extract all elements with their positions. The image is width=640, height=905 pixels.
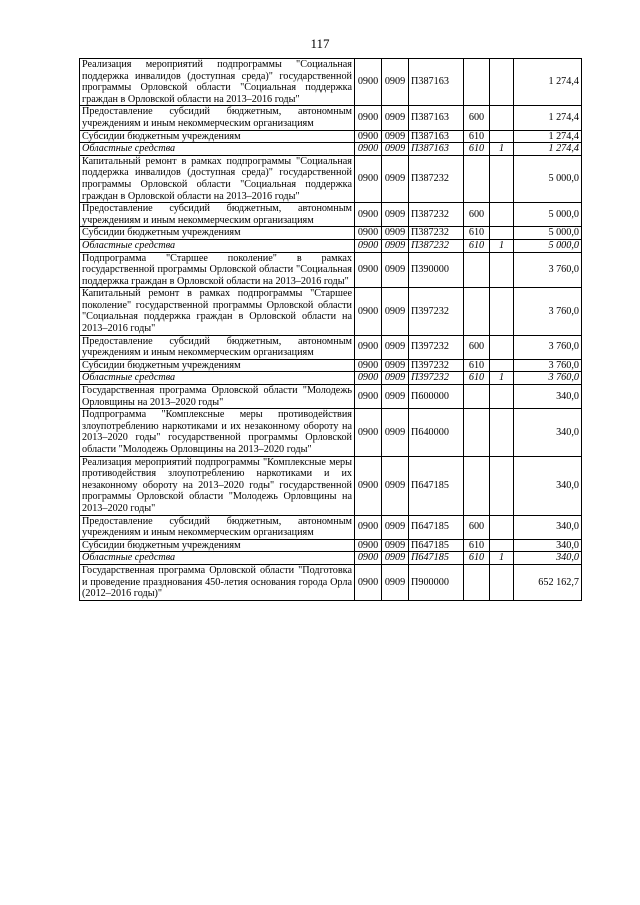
amount: 340,0 bbox=[514, 409, 582, 456]
row-name: Реализация мероприятий подпрограммы "Комплексные меры противодействия злоупотреблению наркотиками и их незаконному обороту на 2013–2020 годы" государственной программы Орловской области "Молодежь Орловщины на 2013–2020 годы" bbox=[80, 456, 355, 515]
table-row bbox=[80, 372, 582, 385]
table-row bbox=[80, 130, 582, 143]
expense-type-code: 610 bbox=[464, 143, 490, 156]
table-row bbox=[80, 239, 582, 252]
funding-source-code bbox=[490, 203, 514, 227]
expense-type-code bbox=[464, 456, 490, 515]
target-article-code: П397232 bbox=[409, 335, 464, 359]
table-row bbox=[80, 106, 582, 130]
funding-source-code bbox=[490, 227, 514, 240]
row-name: Предоставление субсидий бюджетным, автономным учреждениям и иным некоммерческим организациям bbox=[80, 515, 355, 539]
subsection-code: 0909 bbox=[382, 409, 409, 456]
section-code: 0900 bbox=[355, 203, 382, 227]
section-code: 0900 bbox=[355, 59, 382, 106]
table-row bbox=[80, 552, 582, 565]
subsection-code: 0909 bbox=[382, 515, 409, 539]
target-article-code: П397232 bbox=[409, 359, 464, 372]
section-code: 0900 bbox=[355, 409, 382, 456]
expense-type-code: 610 bbox=[464, 539, 490, 552]
subsection-code: 0909 bbox=[382, 130, 409, 143]
amount: 3 760,0 bbox=[514, 288, 582, 335]
funding-source-code: 1 bbox=[490, 239, 514, 252]
row-name: Субсидии бюджетным учреждениям bbox=[80, 539, 355, 552]
row-name: Субсидии бюджетным учреждениям bbox=[80, 359, 355, 372]
amount: 5 000,0 bbox=[514, 203, 582, 227]
row-name: Реализация мероприятий подпрограммы "Социальная поддержка инвалидов (доступная среда)" государственной программы Орловской области "Социальная поддержка граждан в Орловской области на 2013–2016 годы" bbox=[80, 59, 355, 106]
expense-type-code: 600 bbox=[464, 106, 490, 130]
section-code: 0900 bbox=[355, 456, 382, 515]
target-article-code: П647185 bbox=[409, 456, 464, 515]
table-row bbox=[80, 564, 582, 600]
row-name: Субсидии бюджетным учреждениям bbox=[80, 130, 355, 143]
row-name: Капитальный ремонт в рамках подпрограммы "Старшее поколение" государственной программы Орловской области "Социальная поддержка граждан в Орловской области на 2013–2016 годы" bbox=[80, 288, 355, 335]
section-code: 0900 bbox=[355, 227, 382, 240]
funding-source-code bbox=[490, 130, 514, 143]
table-row bbox=[80, 335, 582, 359]
target-article-code: П387232 bbox=[409, 155, 464, 202]
subsection-code: 0909 bbox=[382, 456, 409, 515]
subsection-code: 0909 bbox=[382, 359, 409, 372]
target-article-code: П647185 bbox=[409, 515, 464, 539]
amount: 1 274,4 bbox=[514, 59, 582, 106]
amount: 1 274,4 bbox=[514, 130, 582, 143]
funding-source-code bbox=[490, 288, 514, 335]
subsection-code: 0909 bbox=[382, 203, 409, 227]
amount: 5 000,0 bbox=[514, 239, 582, 252]
subsection-code: 0909 bbox=[382, 288, 409, 335]
section-code: 0900 bbox=[355, 288, 382, 335]
subsection-code: 0909 bbox=[382, 155, 409, 202]
expense-type-code: 600 bbox=[464, 203, 490, 227]
table-row bbox=[80, 359, 582, 372]
target-article-code: П600000 bbox=[409, 385, 464, 409]
expense-type-code bbox=[464, 59, 490, 106]
subsection-code: 0909 bbox=[382, 227, 409, 240]
section-code: 0900 bbox=[355, 335, 382, 359]
expense-type-code: 600 bbox=[464, 515, 490, 539]
expense-type-code: 610 bbox=[464, 372, 490, 385]
amount: 5 000,0 bbox=[514, 155, 582, 202]
table-row bbox=[80, 155, 582, 202]
funding-source-code bbox=[490, 539, 514, 552]
row-name: Государственная программа Орловской области "Подготовка и проведение празднования 450-летия основания города Орла (2012–2016 годы)" bbox=[80, 564, 355, 600]
expense-type-code bbox=[464, 385, 490, 409]
section-code: 0900 bbox=[355, 130, 382, 143]
funding-source-code bbox=[490, 335, 514, 359]
table-row bbox=[80, 288, 582, 335]
target-article-code: П390000 bbox=[409, 252, 464, 288]
target-article-code: П900000 bbox=[409, 564, 464, 600]
budget-table bbox=[79, 58, 582, 601]
funding-source-code bbox=[490, 59, 514, 106]
section-code: 0900 bbox=[355, 106, 382, 130]
section-code: 0900 bbox=[355, 239, 382, 252]
target-article-code: П387163 bbox=[409, 106, 464, 130]
row-name: Областные средства bbox=[80, 552, 355, 565]
table-row bbox=[80, 385, 582, 409]
amount: 340,0 bbox=[514, 456, 582, 515]
row-name: Областные средства bbox=[80, 143, 355, 156]
section-code: 0900 bbox=[355, 515, 382, 539]
subsection-code: 0909 bbox=[382, 372, 409, 385]
amount: 5 000,0 bbox=[514, 227, 582, 240]
funding-source-code: 1 bbox=[490, 372, 514, 385]
target-article-code: П387232 bbox=[409, 203, 464, 227]
table-row bbox=[80, 227, 582, 240]
expense-type-code bbox=[464, 288, 490, 335]
expense-type-code bbox=[464, 564, 490, 600]
section-code: 0900 bbox=[355, 359, 382, 372]
row-name: Субсидии бюджетным учреждениям bbox=[80, 227, 355, 240]
funding-source-code bbox=[490, 515, 514, 539]
row-name: Областные средства bbox=[80, 372, 355, 385]
amount: 340,0 bbox=[514, 515, 582, 539]
page-number: 117 bbox=[310, 36, 330, 51]
section-code: 0900 bbox=[355, 539, 382, 552]
section-code: 0900 bbox=[355, 372, 382, 385]
amount: 3 760,0 bbox=[514, 372, 582, 385]
amount: 3 760,0 bbox=[514, 335, 582, 359]
expense-type-code: 610 bbox=[464, 227, 490, 240]
row-name: Предоставление субсидий бюджетным, автономным учреждениям и иным некоммерческим организациям bbox=[80, 203, 355, 227]
section-code: 0900 bbox=[355, 143, 382, 156]
row-name: Капитальный ремонт в рамках подпрограммы "Социальная поддержка инвалидов (доступная среда)" государственной программы Орловской области "Социальная поддержка граждан в Орловской области на 2013–2016 годы" bbox=[80, 155, 355, 202]
amount: 340,0 bbox=[514, 385, 582, 409]
funding-source-code bbox=[490, 385, 514, 409]
funding-source-code bbox=[490, 456, 514, 515]
funding-source-code bbox=[490, 106, 514, 130]
expense-type-code bbox=[464, 409, 490, 456]
table-row bbox=[80, 515, 582, 539]
amount: 3 760,0 bbox=[514, 359, 582, 372]
expense-type-code bbox=[464, 252, 490, 288]
funding-source-code: 1 bbox=[490, 552, 514, 565]
expense-type-code: 610 bbox=[464, 130, 490, 143]
subsection-code: 0909 bbox=[382, 385, 409, 409]
funding-source-code bbox=[490, 252, 514, 288]
expense-type-code bbox=[464, 155, 490, 202]
subsection-code: 0909 bbox=[382, 239, 409, 252]
section-code: 0900 bbox=[355, 552, 382, 565]
funding-source-code bbox=[490, 564, 514, 600]
funding-source-code bbox=[490, 409, 514, 456]
row-name: Государственная программа Орловской области "Молодежь Орловщины на 2013–2020 годы" bbox=[80, 385, 355, 409]
row-name: Подпрограмма "Старшее поколение" в рамках государственной программы Орловской области "Социальная поддержка граждан в Орловской области на 2013–2016 годы" bbox=[80, 252, 355, 288]
amount: 3 760,0 bbox=[514, 252, 582, 288]
table-row bbox=[80, 59, 582, 106]
row-name: Предоставление субсидий бюджетным, автономным учреждениям и иным некоммерческим организациям bbox=[80, 335, 355, 359]
expense-type-code: 610 bbox=[464, 239, 490, 252]
amount: 340,0 bbox=[514, 552, 582, 565]
row-name: Подпрограмма "Комплексные меры противодействия злоупотреблению наркотиками и их незаконному обороту на 2013–2020 годы" государственной программы Орловской области "Молодежь Орловщины на 2013–2020 годы" bbox=[80, 409, 355, 456]
table-row bbox=[80, 143, 582, 156]
target-article-code: П397232 bbox=[409, 372, 464, 385]
row-name: Областные средства bbox=[80, 239, 355, 252]
target-article-code: П647185 bbox=[409, 552, 464, 565]
amount: 1 274,4 bbox=[514, 106, 582, 130]
expense-type-code: 600 bbox=[464, 335, 490, 359]
section-code: 0900 bbox=[355, 385, 382, 409]
table-row bbox=[80, 409, 582, 456]
table-row bbox=[80, 456, 582, 515]
table-row bbox=[80, 252, 582, 288]
target-article-code: П397232 bbox=[409, 288, 464, 335]
amount: 340,0 bbox=[514, 539, 582, 552]
target-article-code: П387163 bbox=[409, 143, 464, 156]
funding-source-code bbox=[490, 359, 514, 372]
subsection-code: 0909 bbox=[382, 564, 409, 600]
funding-source-code: 1 bbox=[490, 143, 514, 156]
target-article-code: П647185 bbox=[409, 539, 464, 552]
section-code: 0900 bbox=[355, 252, 382, 288]
expense-type-code: 610 bbox=[464, 359, 490, 372]
subsection-code: 0909 bbox=[382, 106, 409, 130]
subsection-code: 0909 bbox=[382, 143, 409, 156]
row-name: Предоставление субсидий бюджетным, автономным учреждениям и иным некоммерческим организациям bbox=[80, 106, 355, 130]
target-article-code: П640000 bbox=[409, 409, 464, 456]
target-article-code: П387163 bbox=[409, 130, 464, 143]
subsection-code: 0909 bbox=[382, 552, 409, 565]
expense-type-code: 610 bbox=[464, 552, 490, 565]
target-article-code: П387232 bbox=[409, 239, 464, 252]
amount: 652 162,7 bbox=[514, 564, 582, 600]
amount: 1 274,4 bbox=[514, 143, 582, 156]
target-article-code: П387163 bbox=[409, 59, 464, 106]
table-row bbox=[80, 203, 582, 227]
subsection-code: 0909 bbox=[382, 59, 409, 106]
section-code: 0900 bbox=[355, 564, 382, 600]
target-article-code: П387232 bbox=[409, 227, 464, 240]
subsection-code: 0909 bbox=[382, 335, 409, 359]
subsection-code: 0909 bbox=[382, 539, 409, 552]
funding-source-code bbox=[490, 155, 514, 202]
table-row bbox=[80, 539, 582, 552]
subsection-code: 0909 bbox=[382, 252, 409, 288]
section-code: 0900 bbox=[355, 155, 382, 202]
